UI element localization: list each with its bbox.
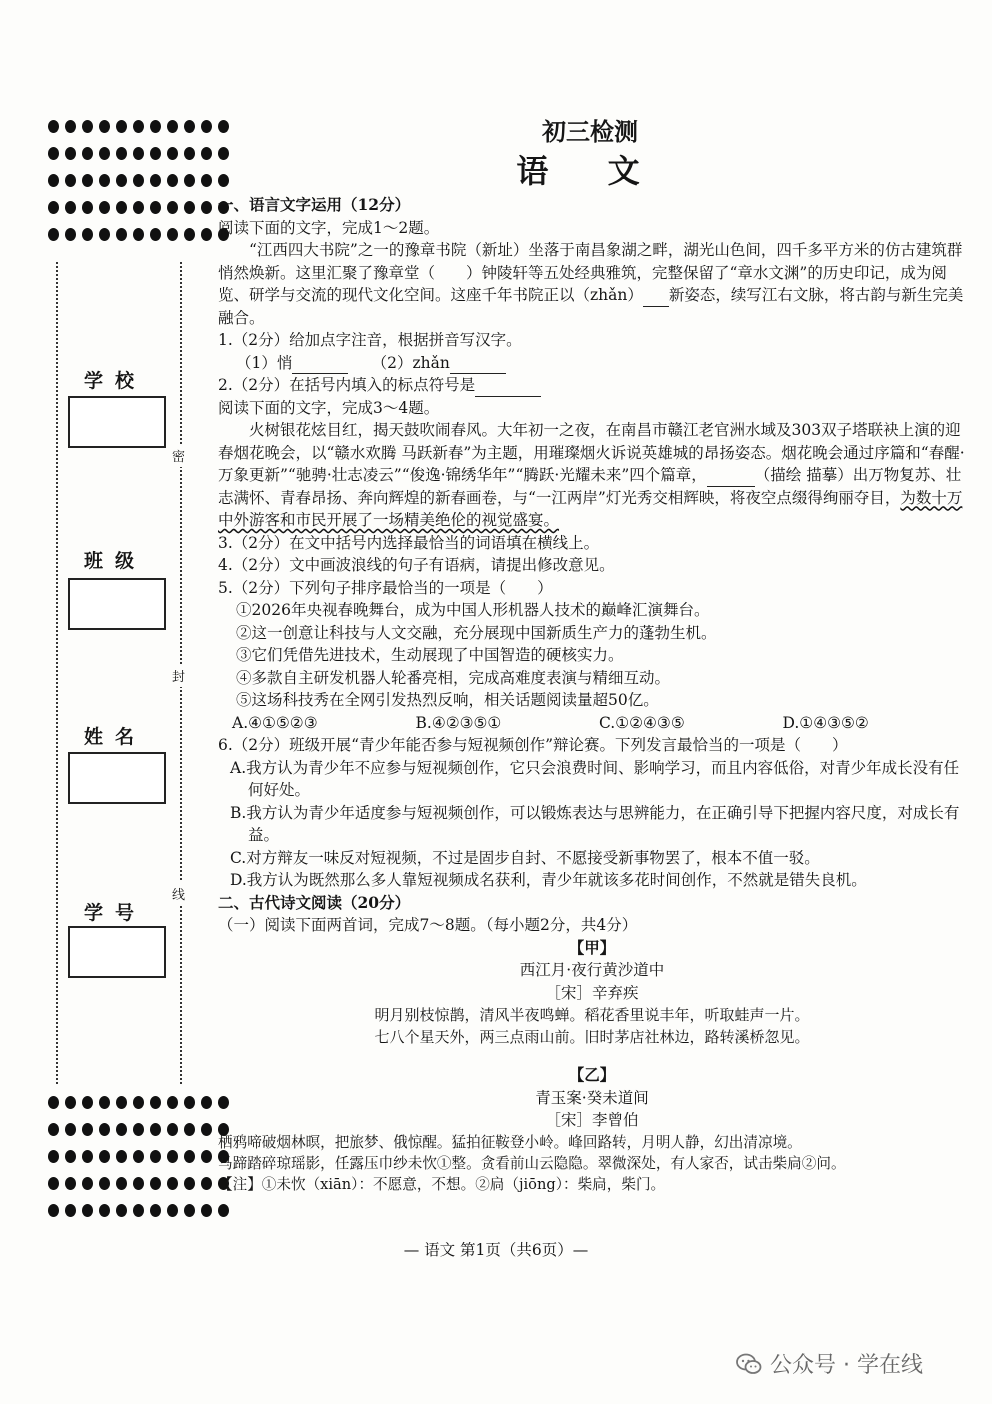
bottom-dot-pattern <box>48 1096 229 1231</box>
q5-option-c[interactable]: C.①②④③⑤ <box>599 713 685 732</box>
seal-mark-mi: 密 <box>172 444 185 467</box>
q5-item-1: ①2026年央视春晚舞台，成为中国人形机器人技术的巅峰汇演舞台。 <box>236 601 710 619</box>
watermark <box>736 1348 923 1379</box>
question-6: 6.（2分）班级开展“青少年能否参与短视频创作”辩论赛。下列发言最恰当的一项是（ ） <box>218 736 848 754</box>
poem2-note: 【注】①未忺（xiān）：不愿意，不想。②扃（jiōng）：柴扃，柴门。 <box>218 1175 666 1193</box>
name-box[interactable] <box>68 752 166 804</box>
wechat-icon <box>736 1353 762 1375</box>
poem1-line-1: 明月别枝惊鹊，清风半夜鸣蝉。稻花香里说丰年，听取蛙声一片。 <box>374 1006 810 1024</box>
exam-content <box>218 194 966 1195</box>
intro-q1-2: 阅读下面的文字，完成1～2题。 <box>218 218 440 237</box>
q5-options <box>218 712 966 735</box>
q1-part-b: （2）zhǎn <box>379 353 450 372</box>
q1-part-a: （1）悄 <box>236 353 293 372</box>
seal-mark-feng: 封 <box>172 664 185 687</box>
passage2-text-b: （描绘 描摹）出万物复苏、壮志满怀、青春昂扬、奔向辉煌的新春画卷，与“一江两岸”灯光秀交相辉映，将夜空点缀得绚丽夺目， <box>218 466 962 507</box>
subject-title: 语 文 <box>516 152 664 190</box>
school-label: 学校 <box>84 370 147 392</box>
student-id-label: 学号 <box>84 902 147 924</box>
q2-text: 2.（2分）在括号内填入的标点符号是 <box>218 376 476 394</box>
passage1-text-a: “江西四大书院”之一的豫章书院（新址）坐落于南昌象湖之畔，湖光山色间，四千多平方米的仿古建筑群悄然焕新。这里汇聚了豫章堂（ ）钟陵轩等五处经典雅筑，完整保留了“章水文渊”的历史印记，成为阅览、研学与交流的现代文化空间。这座千年书院正以（zhǎn） <box>218 241 963 304</box>
q5-item-4: ④多款自主研发机器人轮番亮相，完成高难度表演与精细互动。 <box>236 668 671 687</box>
poem1-mark: 【甲】 <box>568 937 616 957</box>
wavy-underlined-sentence: 为数十万中外游客和市民开展了一场精美绝伦的视觉盛宴。 <box>218 488 963 529</box>
watermark-text: 公众号 · 学在线 <box>770 1353 923 1378</box>
q5-item-2: ②这一创意让科技与人文交融，充分展现中国新质生产力的蓬勃生机。 <box>236 623 717 642</box>
poem1-title: 西江月·夜行黄沙道中 <box>519 961 665 979</box>
question-5: 5.（2分）下列句子排序最恰当的一项是（ ） <box>218 578 553 597</box>
passage2 <box>218 419 966 532</box>
question-2 <box>218 374 966 397</box>
page-footer: — 语文 第1页（共6页）— <box>403 1241 589 1259</box>
poem2-title: 青玉案·癸未道间 <box>535 1088 649 1107</box>
binding-line-left <box>56 262 58 1084</box>
q6-option-d[interactable]: D.我方认为既然那么多人靠短视频成名获利，青少年就该多花时间创作，不然就是错失良机。 <box>230 871 867 889</box>
q5-option-d[interactable]: D.①④③⑤② <box>782 713 869 732</box>
q2-blank[interactable] <box>475 380 541 397</box>
q1-blank-a[interactable] <box>292 357 348 374</box>
class-box[interactable] <box>68 578 166 630</box>
section1-heading: 一、语言文字运用（12分） <box>218 195 411 214</box>
passage1-text-b: 新姿态，续写江右文脉，将古韵与新生完美融合。 <box>218 286 964 327</box>
q5-item-3: ③它们凭借先进技术，生动展现了中国智造的硬核实力。 <box>236 646 624 664</box>
passage2-text-a: 火树银花炫目红，揭天鼓吹闹春风。大年初一之夜，在南昌市赣江老官洲水域及303双子塔联袂上演的迎春烟花晚会，以“赣水欢腾 马跃新春”为主题，用璀璨烟火诉说英雄城的昂扬姿态。烟花晚会通过序篇和“春醒·万象更新”“驰骋·壮志凌云”“俊逸·锦绣华年”“腾跃·光耀未来”四个篇章， <box>218 421 965 484</box>
section2-heading: 二、古代诗文阅读（20分） <box>218 892 411 912</box>
question-4: 4.（2分）文中画波浪线的句子有语病，请提出修改意见。 <box>218 556 615 574</box>
q6-option-c[interactable]: C.对方辩友一味反对短视频，不过是固步自封、不愿接受新事物罢了，根本不值一驳。 <box>230 848 820 867</box>
section2-sub-heading: （一）阅读下面两首词，完成7～8题。（每小题2分，共4分） <box>218 916 638 934</box>
q6-option-a[interactable]: A.我方认为青少年不应参与短视频创作，它只会浪费时间、影响学习，而且内容低俗，对青少年成长没有任何好处。 <box>230 758 960 799</box>
question-1: 1.（2分）给加点字注音，根据拼音写汉字。 <box>218 331 522 349</box>
zhan-blank[interactable] <box>643 290 669 307</box>
poem2-line-2: 马蹄踏碎琼瑶影，任露压巾纱未忺①整。贪看前山云隐隐。翠微深处，有人家否，试击柴扃②问。 <box>218 1154 846 1172</box>
poem2-author: ［宋］李曾伯 <box>545 1111 639 1129</box>
q5-item-5: ⑤这场科技秀在全网引发热烈反响，相关话题阅读量超50亿。 <box>236 691 659 709</box>
exam-title: 初三检测 <box>542 117 638 146</box>
school-box[interactable] <box>68 396 166 448</box>
q5-option-a[interactable]: A.④①⑤②③ <box>232 713 318 732</box>
q1-blank-b[interactable] <box>450 357 506 374</box>
question-3: 3.（2分）在文中括号内选择最恰当的词语填在横线上。 <box>218 533 600 552</box>
class-label: 班级 <box>84 550 147 572</box>
question-1-parts <box>218 352 966 375</box>
seal-mark-xian: 线 <box>172 882 185 905</box>
poem2-line-1: 栖鸦啼破烟林暝，把旅梦、俄惊醒。猛拍征鞍登小岭。峰回路转，月明人静，幻出清凉境。 <box>218 1133 802 1151</box>
name-label: 姓名 <box>84 726 147 748</box>
poem2-mark: 【乙】 <box>568 1065 616 1084</box>
student-id-box[interactable] <box>68 926 166 978</box>
intro-q3-4: 阅读下面的文字，完成3～4题。 <box>218 398 440 417</box>
passage1 <box>218 239 966 329</box>
q6-option-b[interactable]: B.我方认为青少年适度参与短视频创作，可以锻炼表达与思辨能力，在正确引导下把握内容尺度，对成长有益。 <box>230 803 960 844</box>
poem1-line-2: 七八个星天外，两三点雨山前。旧时茅店社林边，路转溪桥忽见。 <box>374 1028 810 1046</box>
q5-option-b[interactable]: B.④②③⑤① <box>415 713 502 732</box>
word-choice-blank[interactable] <box>707 470 755 487</box>
poem1-author: ［宋］辛弃疾 <box>545 983 639 1002</box>
